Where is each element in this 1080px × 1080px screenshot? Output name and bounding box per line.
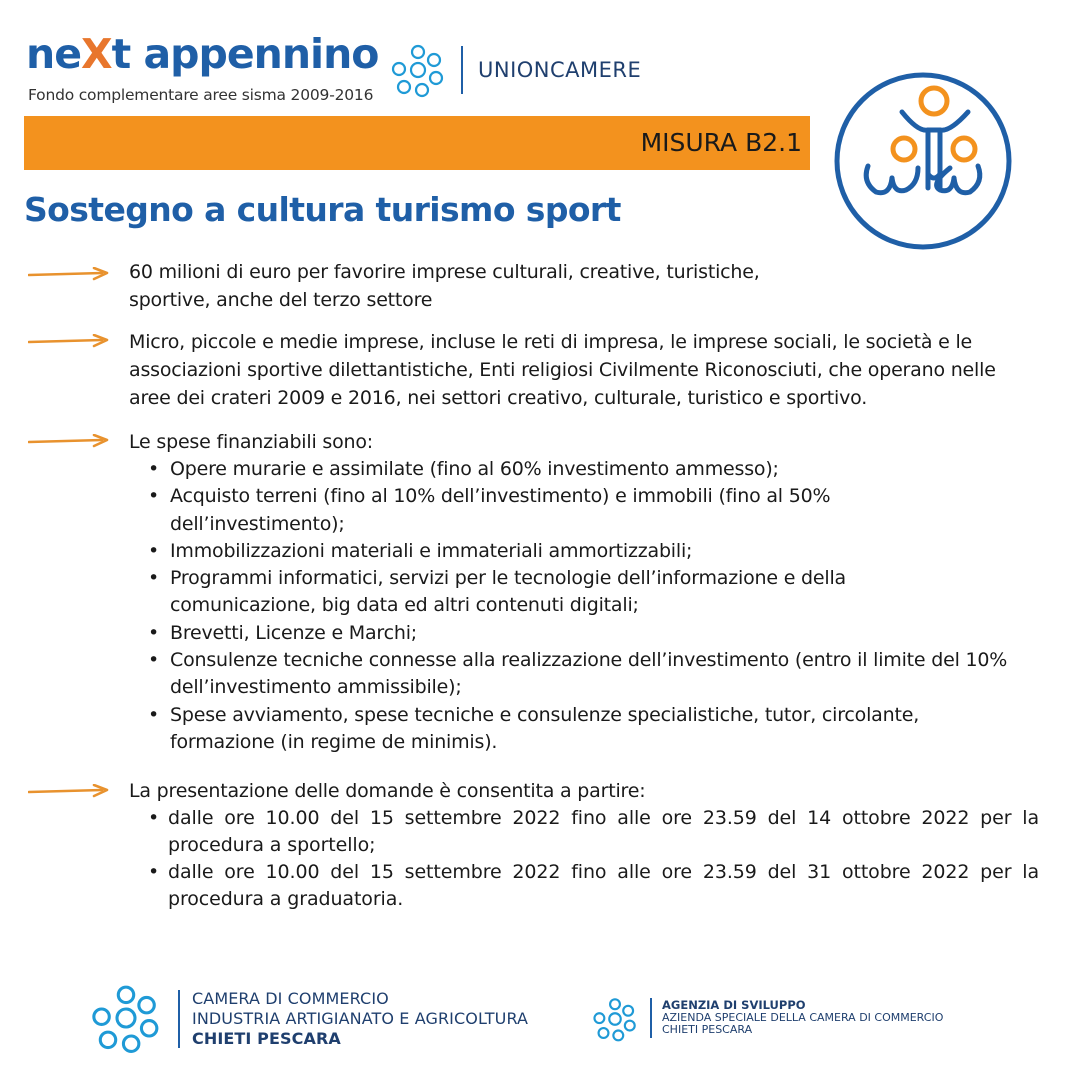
next-appennino-logo [26, 30, 379, 78]
logo-title-part: t appennino [111, 30, 379, 78]
beneficiaries-paragraph: Micro, piccole e medie imprese, incluse le reti di impresa, le imprese sociali, le società e le associazioni sportive dilettantistiche, Enti religiosi Civilmente Riconosciuti, che operano nelle aree dei crateri 2009 e 2016, nei settori creativo, culturale, turistico e sportivo. [129, 331, 996, 409]
footer-text: CHIETI PESCARA [192, 1029, 341, 1048]
applications-heading: La presentazione delle domande è consentita a partire: [129, 780, 646, 802]
list-item: • Programmi informatici, servizi per le tecnologie dell’informazione e della comunicazione, big data ed altri contenuti digitali; [146, 565, 930, 620]
list-item: • Consulenze tecniche connesse alla realizzazione dell’investimento (entro il limite del 10% dell’investimento ammissibile); [146, 647, 1030, 702]
list-item: • dalle ore 10.00 del 15 settembre 2022 fino alle ore 23.59 del 31 ottobre 2022 per la procedura a graduatoria. [146, 859, 1039, 913]
list-item: • Spese avviamento, spese tecniche e consulenze specialistiche, tutor, circolante, formazione (in regime de minimis). [146, 702, 990, 757]
logo-subtitle: Fondo complementare aree sisma 2009-2016 [28, 86, 374, 104]
applications-dates-list [146, 805, 1039, 913]
footer-text: CHIETI PESCARA [662, 1023, 753, 1036]
page-title: Sostegno a cultura turismo sport [24, 190, 621, 229]
footer-divider [178, 990, 180, 1048]
misura-label: MISURA B2.1 [640, 128, 802, 157]
agenzia-logo-icon [592, 996, 638, 1042]
expenses-heading: Le spese finanziabili sono: [129, 431, 373, 453]
funding-paragraph: 60 milioni di euro per favorire imprese culturali, creative, turistiche, sportive, anche del terzo settore [129, 261, 760, 311]
logo-title-part: ne [26, 30, 81, 78]
list-item: • Immobilizzazioni materiali e immateriali ammortizzabili; [146, 538, 1026, 565]
expenses-list [146, 456, 1026, 756]
logo-title-x: X [81, 30, 112, 78]
footer-text: AZIENDA SPECIALE DELLA CAMERA DI COMMERCIO [662, 1010, 944, 1024]
footer-text: CAMERA DI COMMERCIO [192, 989, 389, 1008]
footer-divider [650, 998, 652, 1038]
arrow-right-icon [28, 784, 110, 798]
agenzia-name [662, 999, 943, 1037]
camera-commercio-logo-icon [90, 982, 162, 1054]
misura-band [24, 116, 810, 170]
arrow-right-icon [28, 267, 110, 281]
list-item: • Acquisto terreni (fino al 10% dell’investimento) e immobili (fino al 50% dell’investimento); [146, 483, 890, 538]
footer-text: INDUSTRIA ARTIGIANATO E AGRICOLTURA [192, 1009, 529, 1028]
arrow-right-icon [28, 334, 110, 348]
list-item: • dalle ore 10.00 del 15 settembre 2022 fino alle ore 23.59 del 14 ottobre 2022 per la procedura a sportello; [146, 805, 1039, 859]
list-item: • Brevetti, Licenze e Marchi; [146, 620, 1026, 647]
people-badge-icon [832, 70, 1014, 252]
footer-text: AGENZIA DI SVILUPPO [662, 998, 806, 1012]
unioncamere-name: UNIONCAMERE [478, 58, 642, 82]
list-item: • Opere murarie e assimilate (fino al 60% investimento ammesso); [146, 456, 1026, 483]
camera-commercio-name [192, 989, 528, 1049]
unioncamere-logo-icon [390, 42, 446, 98]
header-divider [461, 46, 463, 94]
arrow-right-icon [28, 434, 110, 448]
